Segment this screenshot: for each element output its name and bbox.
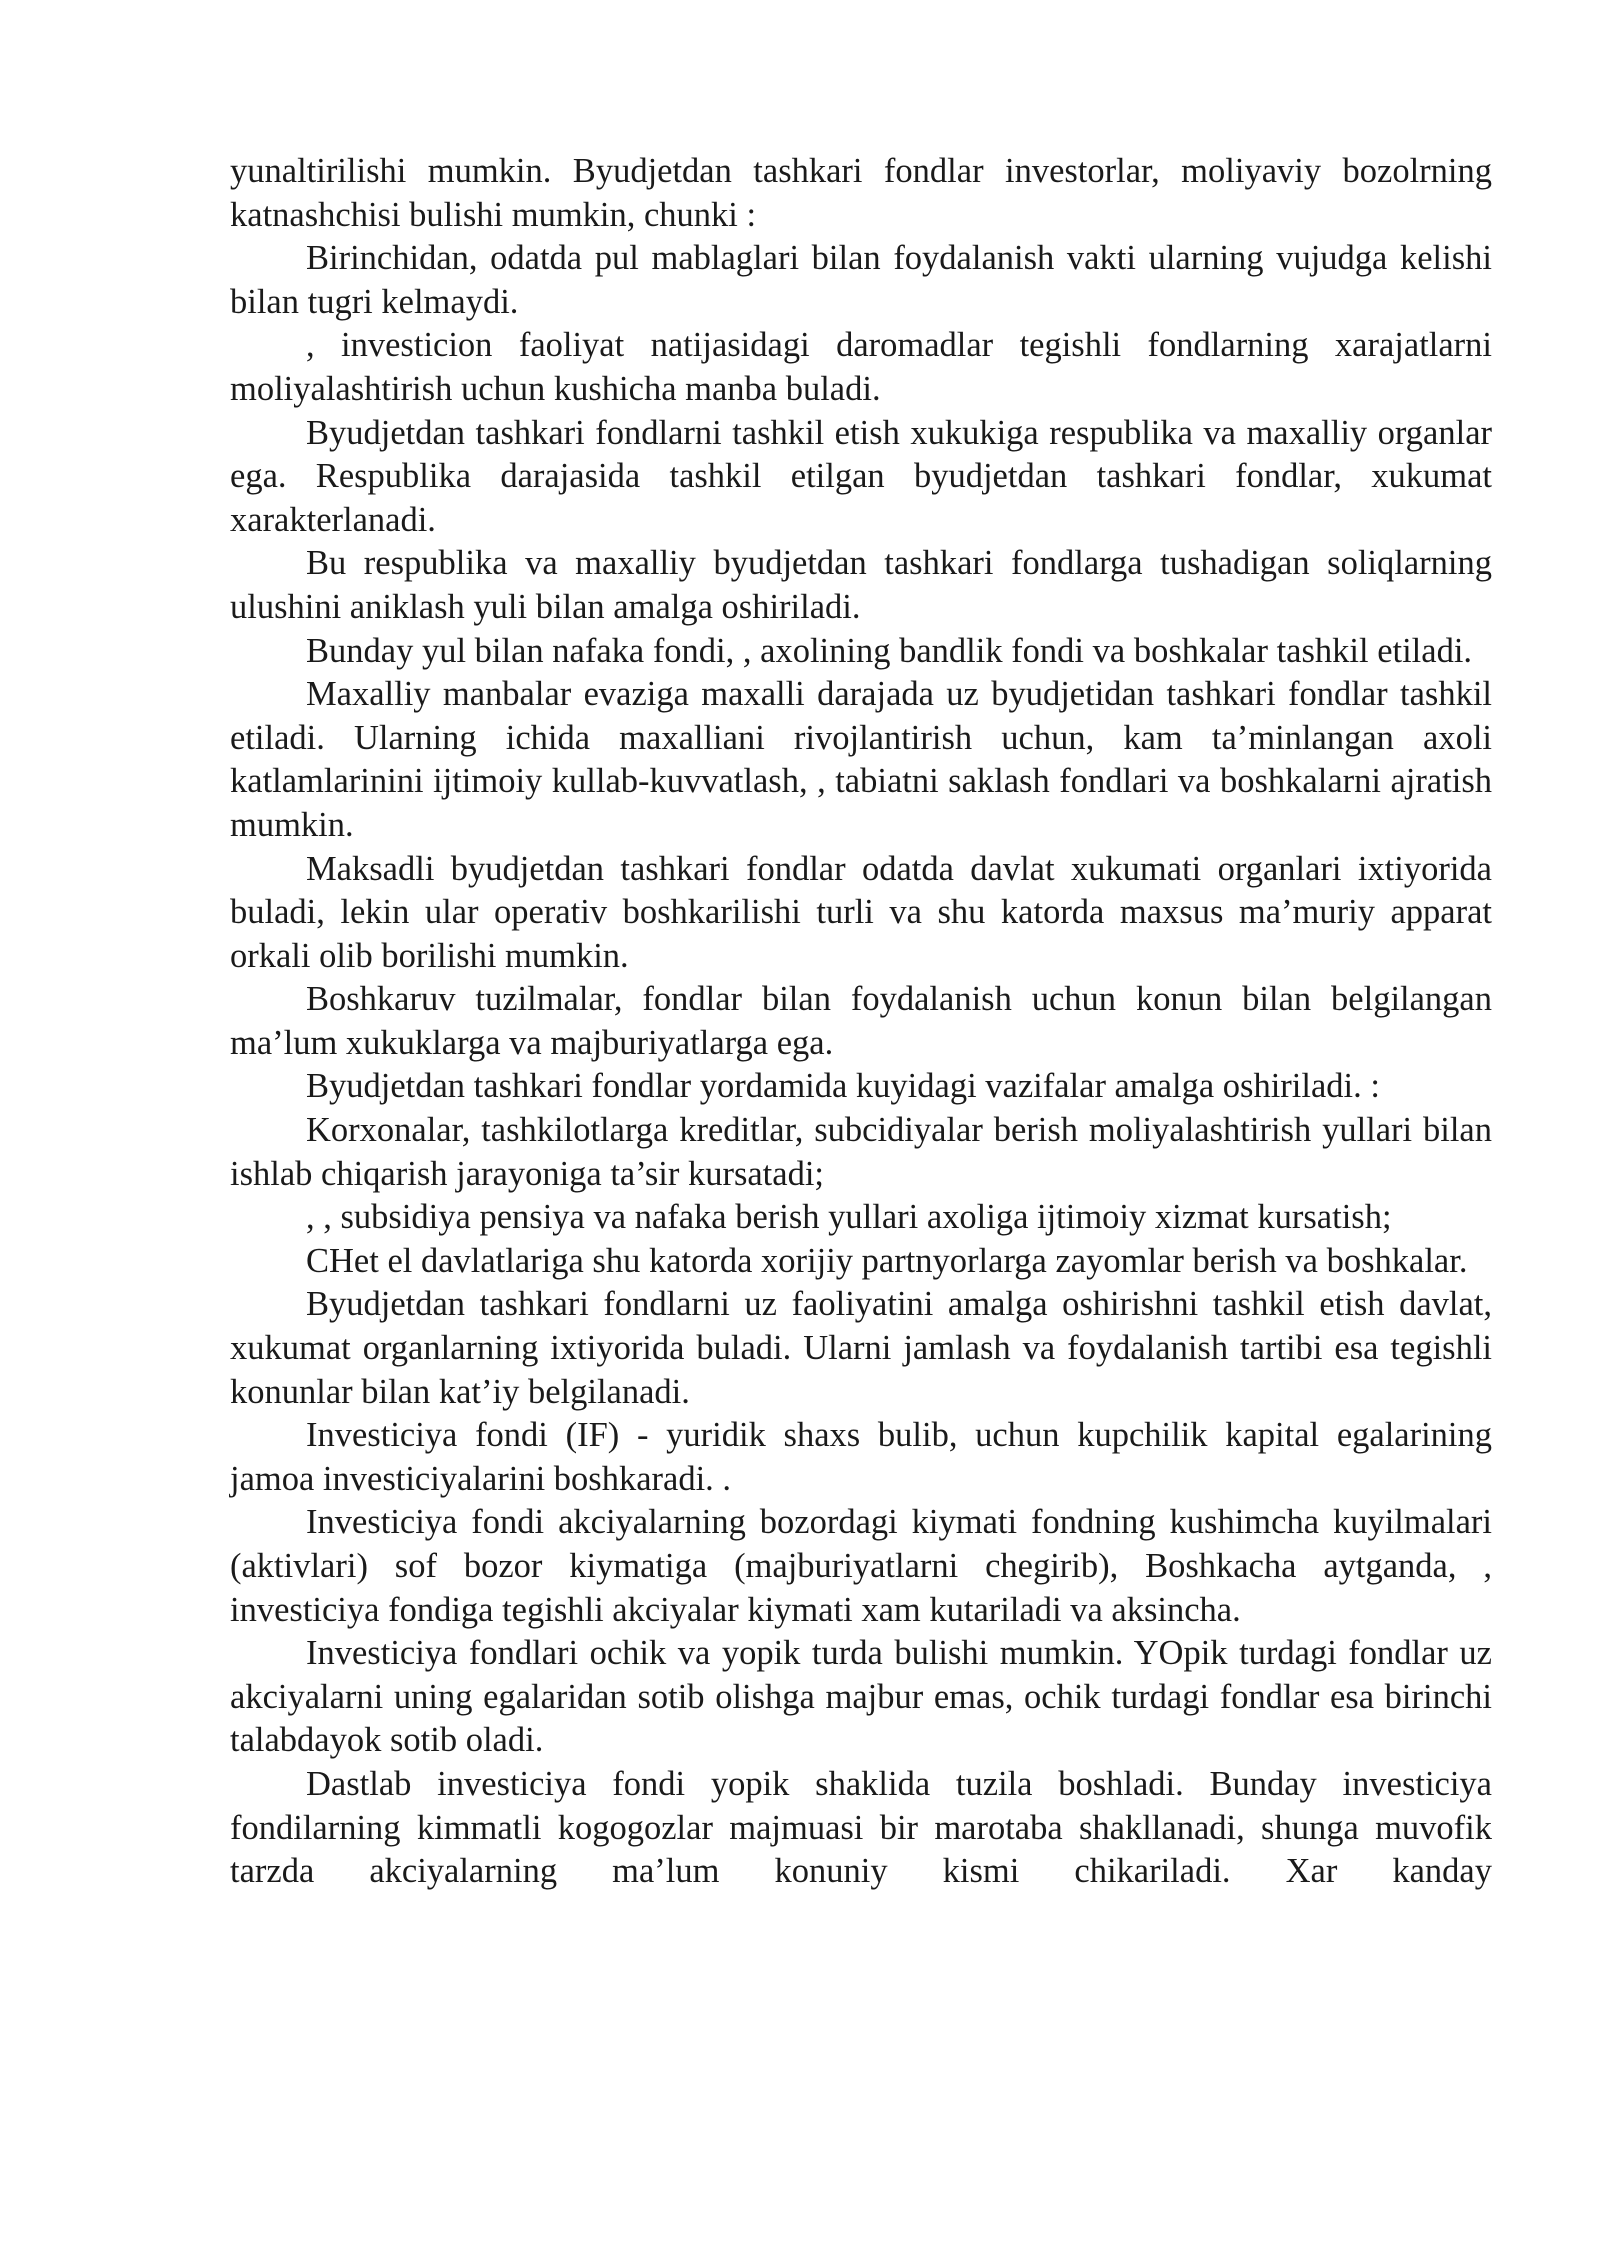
- list-item: , , subsidiya pensiya va nafaka berish yullari axoliga ijtimoiy xizmat kursatish;: [306, 1198, 1392, 1237]
- paragraph: Byudjetdan tashkari fondlarni tashkil etish xukukiga respublika va maxalliy organlar ega. Respublika darajasida tashkil etilgan byudjetdan tashkari fondlar, xukumat xarakterlanadi.: [230, 413, 1492, 539]
- list-item: CHet el davlatlariga shu katorda xorijiy partnyorlarga zayomlar berish va boshkalar.: [306, 1241, 1468, 1280]
- document-page: [230, 150, 1492, 1894]
- paragraph: Maxalliy manbalar evaziga maxalli darajada uz byudjetidan tashkari fondlar tashkil etiladi. Ularning ichida maxalliani rivojlantirish uchun, kam ta’minlangan axoli katlamlarinini ijtimoiy kullab-kuvvatlash, , tabiatni saklash fondlari va boshkalarni ajratish mumkin.: [230, 675, 1492, 844]
- paragraph: Bunday yul bilan nafaka fondi, , axolining bandlik fondi va boshkalar tashkil etiladi.: [306, 631, 1473, 670]
- paragraph: Byudjetdan tashkari fondlar yordamida kuyidagi vazifalar amalga oshiriladi. :: [306, 1067, 1380, 1106]
- paragraph: Boshkaruv tuzilmalar, fondlar bilan foydalanish uchun konun bilan belgilangan ma’lum xukuklarga va majburiyatlarga ega.: [230, 980, 1492, 1062]
- paragraph: Maksadli byudjetdan tashkari fondlar odatda davlat xukumati organlari ixtiyorida buladi, lekin ular operativ boshkarilishi turli va shu katorda maxsus ma’muriy apparat orkali olib borilishi mumkin.: [230, 849, 1492, 975]
- paragraph: Bu respublika va maxalliy byudjetdan tashkari fondlarga tushadigan soliqlarning ulushini aniklash yuli bilan amalga oshiriladi.: [230, 544, 1492, 626]
- paragraph: Investiciya fondi (IF) - yuridik shaxs bulib, uchun kupchilik kapital egalarining jamoa investiciyalarini boshkaradi. .: [230, 1416, 1492, 1498]
- paragraph-continues: Dastlab investiciya fondi yopik shaklida tuzila boshladi. Bunday investiciya fondilarning kimmatli kogogozlar majmuasi bir marotaba shakllanadi, shunga muvofik tarzda akciyalarning ma’lum konuniy kismi chikariladi. Xar kanday: [230, 1764, 1492, 1891]
- paragraph: , investicion faoliyat natijasidagi daromadlar tegishli fondlarning xarajatlarni moliyalashtirish uchun kushicha manba buladi.: [230, 326, 1492, 408]
- paragraph-continuation: yunaltirilishi mumkin. Byudjetdan tashkari fondlar investorlar, moliyaviy bozolrning katnashchisi bulishi mumkin, chunki :: [230, 152, 1492, 234]
- list-item: Korxonalar, tashkilotlarga kreditlar, subcidiyalar berish moliyalashtirish yullari bilan ishlab chiqarish jarayoniga ta’sir kursatadi;: [230, 1111, 1492, 1193]
- paragraph: Investiciya fondi akciyalarning bozordagi kiymati fondning kushimcha kuyilmalari (aktivlari) sof bozor kiymatiga (majburiyatlarni chegirib), Boshkacha aytganda, , investiciya fondiga tegishli akciyalar kiymati xam kutariladi va aksincha.: [230, 1503, 1492, 1629]
- paragraph: Birinchidan, odatda pul mablaglari bilan foydalanish vakti ularning vujudga kelishi bilan tugri kelmaydi.: [230, 239, 1492, 321]
- paragraph: Investiciya fondlari ochik va yopik turda bulishi mumkin. YOpik turdagi fondlar uz akciyalarni uning egalaridan sotib olishga majbur emas, ochik turdagi fondlar esa birinchi talabdayok sotib oladi.: [230, 1634, 1492, 1760]
- paragraph: Byudjetdan tashkari fondlarni uz faoliyatini amalga oshirishni tashkil etish davlat, xukumat organlarning ixtiyorida buladi. Ularni jamlash va foydalanish tartibi esa tegishli konunlar bilan kat’iy belgilanadi.: [230, 1285, 1492, 1411]
